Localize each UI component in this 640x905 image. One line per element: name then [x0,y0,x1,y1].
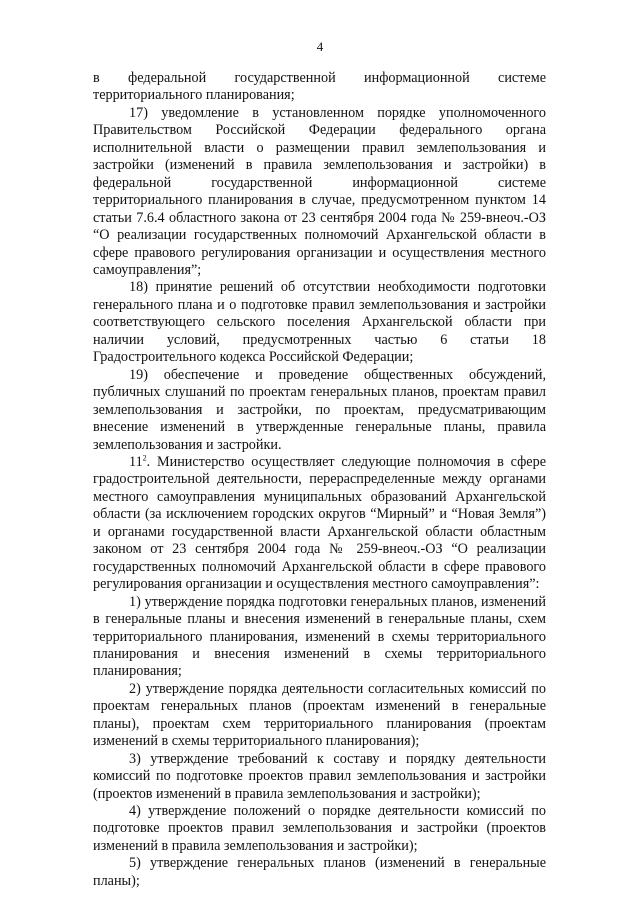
list-item-3: 3) утверждение требований к составу и порядку деятельности комиссий по подготовке проектов правил землепользования и застройки (проектов изменений в правила землепользования и застройки); [93,750,546,802]
list-item-17: 17) уведомление в установленном порядке уполномоченного Правительством Российской Федерации федерального органа исполнительной власти о размещении правил землепользования и застройки (изменений в правила землепользования и застройки) в федеральной государственной информационной системе территориального планирования в случае, предусмотренном пунктом 14 статьи 7.6.4 областного закона от 23 сентября 2004 года № 259-внеоч.-ОЗ “О реализации государственных полномочий Архангельской области в сфере правового регулирования организации и осуществления местного самоуправления”; [93,104,546,278]
list-item-5: 5) утверждение генеральных планов (изменений в генеральные планы); [93,855,546,889]
page-number: 4 [316,39,324,54]
section-text: . Министерство осуществляет следующие полномочия в сфере градостроительной деятельности, перераспределенные между органами местного самоуправления муниципальных образований Архангельской области (за исключением городских округов “Мирный” и “Новая Земля”) и органами государственной власти Архангельской области областным законом от 23 сентября 2004 года № 259-внеоч.-ОЗ “О реализации государственных полномочий Архангельской области в сфере правового регулирования организации и осуществления местного самоуправления”: [93,453,546,593]
section-superscript: 2 [142,453,147,463]
list-item-19: 19) обеспечение и проведение общественных обсуждений, публичных слушаний по проектам генеральных планов, проектам правил землепользования и застройки, по проектам, предусматривающим внесение изменений в утвержденные генеральные планы, правила землепользования и застройки. [93,366,546,453]
list-item-18: 18) принятие решений об отсутствии необходимости подготовки генерального плана и о подготовке правил землепользования и застройки соответствующего сельского поселения Архангельской области при наличии условий, предусмотренных частью 6 статьи 18 Градостроительного кодекса Российской Федерации; [93,279,546,366]
list-item-4: 4) утверждение положений о порядке деятельности комиссий по подготовке проектов правил землепользования и застройки (проектов изменений в правила землепользования и застройки); [93,803,546,854]
section-11-2 [93,454,546,594]
section-number: 11 [129,453,143,470]
paragraph-continuation: в федеральной государственной информационной системе территориального планирования; [93,70,546,104]
list-item-2: 2) утверждение порядка деятельности согласительных комиссий по проектам генеральных планов (проектам изменений в генеральные планы), проектам схем территориального планирования (проектам изменений в схемы территориального планирования); [93,680,546,750]
document-body [93,70,546,890]
list-item-1: 1) утверждение порядка подготовки генеральных планов, изменений в генеральные планы и внесения изменений в генеральные планы, схем территориального планирования, изменений в схемы территориального планирования и внесения изменений в схемы территориального планирования; [93,593,546,680]
